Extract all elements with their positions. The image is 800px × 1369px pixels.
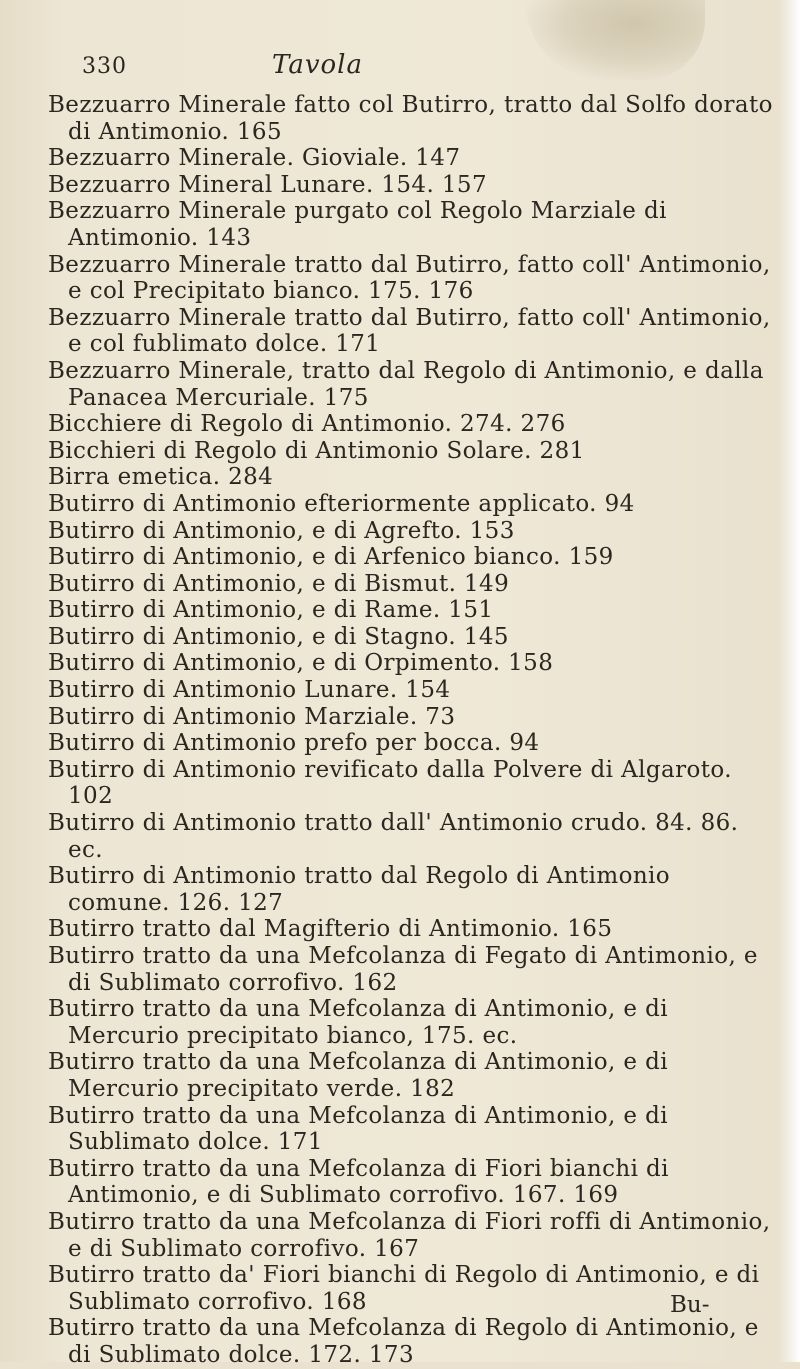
index-entry: Butirro di Antimonio, e di Arfenico bianco. 159 bbox=[48, 544, 614, 571]
index-entries bbox=[48, 92, 778, 1369]
index-entry: Butirro di Antimonio Marziale. 73 bbox=[48, 703, 456, 730]
index-entry: Butirro di Antimonio prefo per bocca. 94 bbox=[48, 730, 540, 757]
index-entry: Butirro di Antimonio, e di Agrefto. 153 bbox=[48, 517, 515, 544]
index-entry: Birra emetica. 284 bbox=[48, 464, 274, 491]
index-entry: Butirro tratto dal Magifterio di Antimonio. 165 bbox=[48, 916, 613, 943]
index-entry: Bezzuarro Minerale, tratto dal Regolo di Antimonio, e dalla Panacea Mercuriale. 175 bbox=[48, 357, 764, 411]
index-entry: Butirro di Antimonio Lunare. 154 bbox=[48, 677, 451, 704]
index-entry: Butirro di Antimonio, e di Orpimento. 158 bbox=[48, 650, 554, 677]
index-entry: Butirro tratto da una Mefcolanza di Antimonio, e di Mercurio precipitato bianco, 175. ec. bbox=[48, 996, 668, 1049]
index-entry: Bezzuarro Minerale tratto dal Butirro, fatto coll' Antimonio, e col fublimato dolce. 171 bbox=[48, 304, 771, 358]
index-entry: Bezzuarro Minerale fatto col Butirro, tratto dal Solfo dorato di Antimonio. 165 bbox=[48, 92, 773, 145]
page-edge bbox=[778, 0, 800, 1362]
index-entry: Butirro tratto da una Mefcolanza di Antimonio, e di Sublimato dolce. 171 bbox=[48, 1102, 668, 1156]
index-entry: Butirro di Antimonio, e di Rame. 151 bbox=[48, 597, 494, 624]
index-entry: Bezzuarro Minerale. Gioviale. 147 bbox=[48, 145, 461, 172]
page-number: 330 bbox=[82, 54, 127, 79]
index-entry: Butirro di Antimonio, e di Stagno. 145 bbox=[48, 623, 509, 650]
index-entry: Butirro di Antimonio tratto dall' Antimonio crudo. 84. 86. ec. bbox=[48, 810, 739, 863]
index-entry: Butirro di Antimonio tratto dal Regolo di Antimonio comune. 126. 127 bbox=[48, 863, 671, 916]
index-entry: Bicchiere di Regolo di Antimonio. 274. 276 bbox=[48, 411, 566, 438]
index-entry: Butirro tratto da' Fiori bianchi di Regolo di Antimonio, e di Sublimato corrofivo. 168 bbox=[48, 1262, 760, 1315]
index-entry: Butirro tratto da una Mefcolanza di Fegato di Antimonio, e di Sublimato corrofivo. 162 bbox=[48, 943, 758, 996]
catchword: Bu- bbox=[670, 1292, 710, 1318]
running-title: Tavola bbox=[272, 50, 363, 80]
index-entry: Bicchieri di Regolo di Antimonio Solare. 281 bbox=[48, 437, 585, 464]
index-entry: Butirro tratto da una Mefcolanza di Fiori roffi di Antimonio, e di Sublimato corrofivo. 167 bbox=[48, 1208, 771, 1262]
index-entry: Butirro di Antimonio, e di Bismut. 149 bbox=[48, 570, 510, 597]
index-entry: Bezzuarro Mineral Lunare. 154. 157 bbox=[48, 171, 487, 198]
index-entry: Butirro di Antimonio efteriormente applicato. 94 bbox=[48, 490, 635, 517]
index-entry: Butirro tratto da una Mefcolanza di Regolo di Antimonio, e di Sublimato dolce. 172. 173 bbox=[48, 1315, 759, 1368]
index-entry: Butirro tratto da una Mefcolanza di Fiori bianchi di Antimonio, e di Sublimato corrofivo. 167. 169 bbox=[48, 1155, 669, 1209]
index-entry: Butirro tratto da una Mefcolanza di Antimonio, e di Mercurio precipitato verde. 182 bbox=[48, 1049, 668, 1102]
index-entry: Bezzuarro Minerale tratto dal Butirro, fatto coll' Antimonio, e col Precipitato bianco. 175. 176 bbox=[48, 251, 771, 305]
index-entry: Bezzuarro Minerale purgato col Regolo Marziale di Antimonio. 143 bbox=[48, 198, 667, 251]
index-entry: Butirro di Antimonio revificato dalla Polvere di Algaroto. 102 bbox=[48, 756, 732, 810]
page-header bbox=[82, 50, 682, 90]
